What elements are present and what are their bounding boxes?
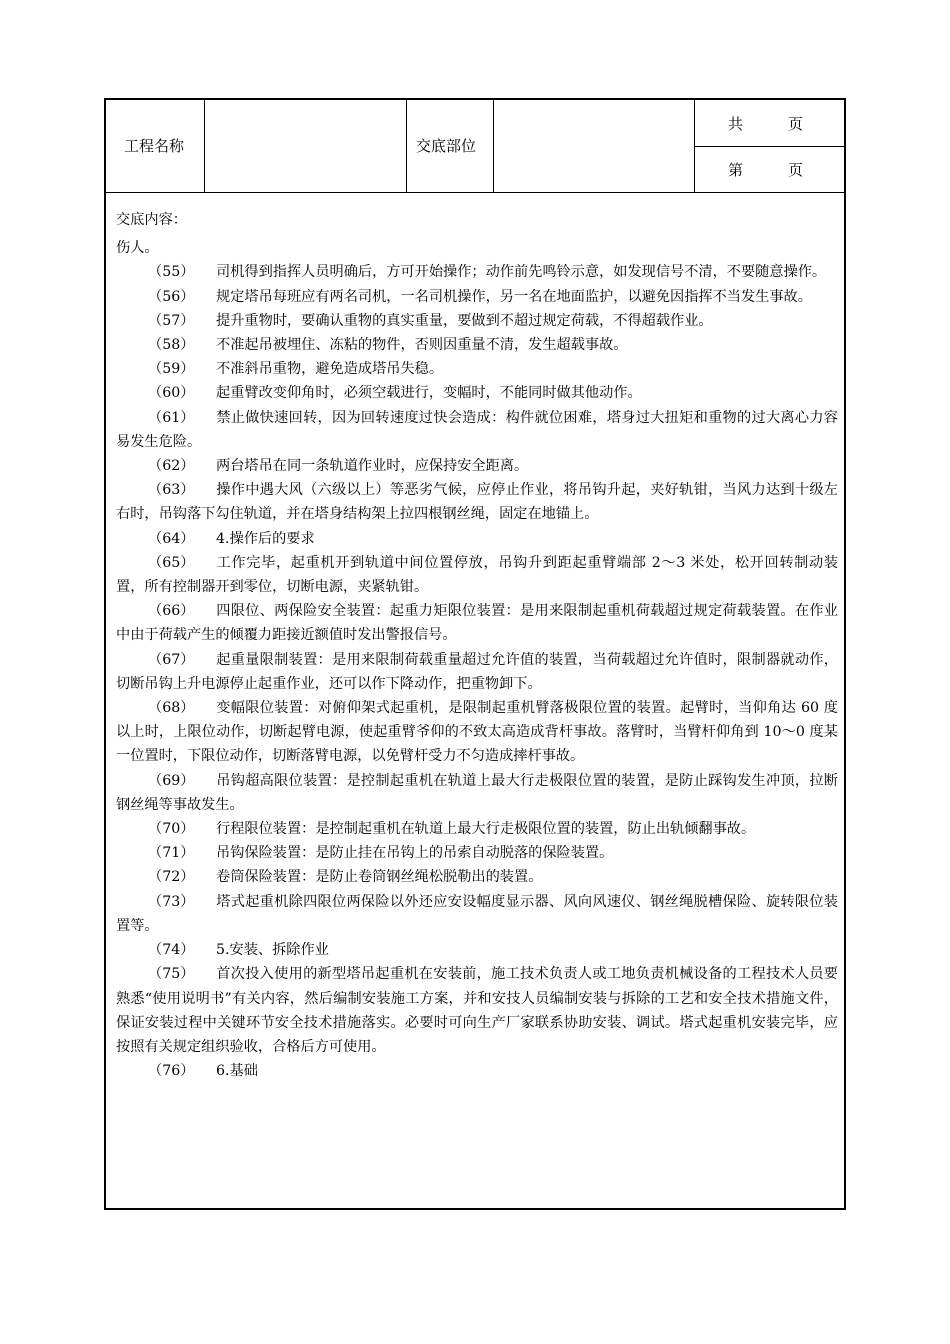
list-item: （69） 吊钩超高限位装置：是控制起重机在轨道上最大行走极限位置的装置，是防止踩钩发生冲顶，拉断钢丝绳等事故发生。	[116, 772, 838, 813]
handover-location-label: 交底部位	[416, 137, 477, 155]
list-item: （63） 操作中遇大风（六级以上）等恶劣气候，应停止作业，将吊钩升起，夹好轨钳，当风力达到十级左右时，吊钩落下勾住轨道，并在塔身结构架上拉四根钢丝绳，固定在地锚上。	[116, 482, 838, 523]
handover-form	[104, 98, 846, 1210]
content-label: 交底内容：	[116, 212, 187, 228]
list-item: （61） 禁止做快速回转，因为回转速度过快会造成：构件就位困难，塔身过大扭矩和重物的过大离心力容易发生危险。	[116, 409, 838, 450]
list-item: （55） 司机得到指挥人员明确后，方可开始操作；动作前先鸣铃示意，如发现信号不清，不要随意操作。	[148, 264, 827, 281]
list-item: （67） 起重量限制装置：是用来限制荷载重量超过允许值的装置，当荷载超过允许值时，限制器就动作，切断吊钩上升电源停止起重作业，还可以作下降动作，把重物卸下。	[116, 651, 838, 692]
list-item: （56） 规定塔吊每班应有两名司机，一名司机操作，另一名在地面监护，以避免因指挥不当发生事故。	[148, 288, 812, 305]
list-item: （57） 提升重物时，要确认重物的真实重量，要做到不超过规定荷载，不得超载作业。	[148, 312, 713, 329]
list-item: （65） 工作完毕，起重机开到轨道中间位置停放，吊钩升到距起重臂端部 2～3 米处，松开回转制动装置，所有控制器开到零位，切断电源，夹紧轨钳。	[116, 554, 838, 596]
list-item: （70） 行程限位装置：是控制起重机在轨道上最大行走极限位置的装置，防止出轨倾翻事故。	[148, 821, 756, 838]
list-item: （75） 首次投入使用的新型塔吊起重机在安装前，施工技术负责人或工地负责机械设备的工程技术人员要熟悉“使用说明书”有关内容，然后编制安装施工方案，并和安技人员编制安装与拆除的工艺和安全技术措施文件，保证安装过程中关键环节安全技术措施落实。必要时可向生产厂家联系协助安装、调试。塔式起重机安装完毕，应按照有关规定组织验收，合格后方可使用。	[116, 966, 838, 1055]
header-col-divider-2	[406, 100, 407, 192]
list-item: （72） 卷筒保险装置：是防止卷筒钢丝绳松脱勒出的装置。	[148, 869, 543, 886]
project-name-label: 工程名称	[124, 137, 185, 155]
section-heading: （76） 6.基础	[148, 1063, 258, 1080]
list-item: （59） 不准斜吊重物，避免造成塔吊失稳。	[148, 361, 444, 378]
list-item: （68） 变幅限位装置：对俯仰架式起重机，是限制起重机臂落极限位置的装置。起臂时，当仰角达 60 度以上时，上限位动作，切断起臂电源，使起重臂爷仰的不致太高造成背杆事故。落臂时，当臂杆仰角到 10～0 度某一位置时，下限位动作，切断落臂电源，以免臂杆受力不匀造成摔杆事故。	[116, 700, 838, 765]
section-heading: （74） 5.安装、拆除作业	[148, 942, 329, 959]
total-pages: 共 页	[728, 115, 804, 133]
list-item: （62） 两台塔吊在同一条轨道作业时，应保持安全距离。	[148, 458, 529, 475]
page-number: 第 页	[728, 161, 804, 179]
list-item: （58） 不准起吊被埋住、冻粘的物件，否则因重量不清，发生超载事故。	[148, 337, 628, 354]
header-col-divider-3	[493, 100, 494, 192]
header-col-divider-1	[204, 100, 205, 192]
list-item: （60） 起重臂改变仰角时，必须空载进行，变幅时，不能同时做其他动作。	[148, 385, 642, 402]
content-lead: 伤人。	[116, 240, 159, 257]
list-item: （66） 四限位、两保险安全装置：起重力矩限位装置：是用来限制起重机荷载超过规定荷载装置。在作业中由于荷载产生的倾覆力距接近额值时发出警报信号。	[116, 603, 838, 644]
handover-content	[116, 208, 838, 1083]
header-col-divider-4	[694, 100, 695, 192]
header-bottom-rule	[106, 192, 844, 193]
list-item: （73） 塔式起重机除四限位两保险以外还应安设幅度显示器、风向风速仪、钢丝绳脱槽保险、旋转限位装置等。	[116, 893, 838, 934]
list-item: （71） 吊钩保险装置：是防止挂在吊钩上的吊索自动脱落的保险装置。	[148, 845, 614, 862]
page-cell-divider	[694, 146, 844, 147]
section-heading: （64） 4.操作后的要求	[148, 530, 315, 547]
